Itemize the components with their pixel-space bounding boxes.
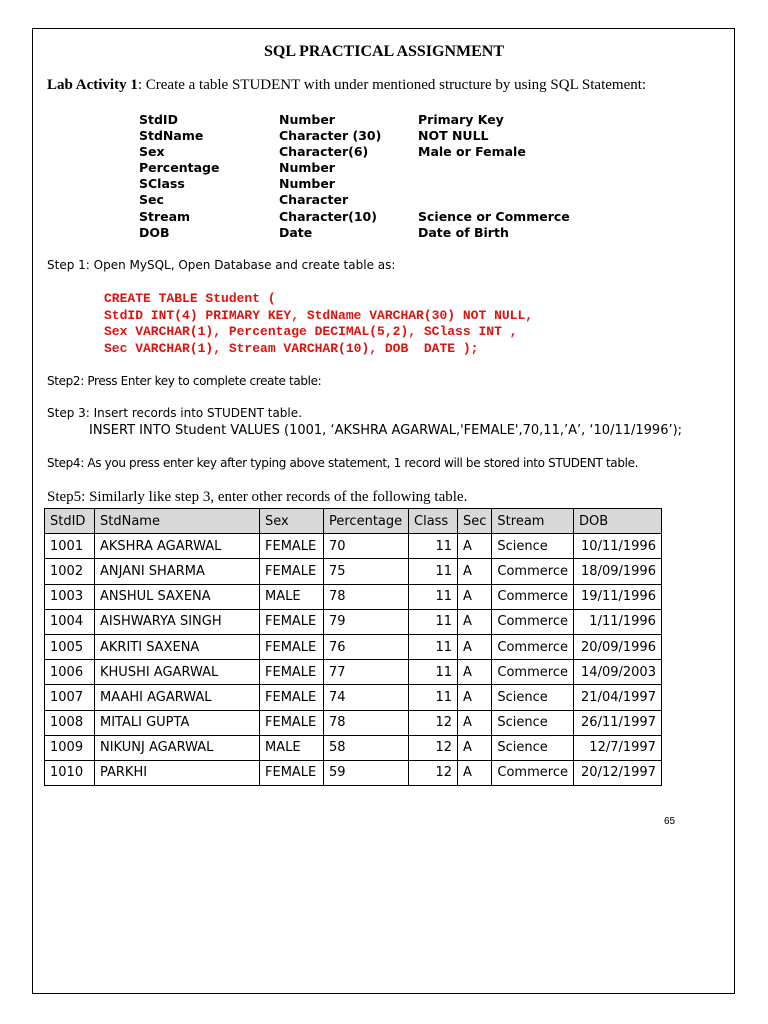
cell-stdid: 1005 [45,634,95,659]
step-1: Step 1: Open MySQL, Open Database and create table as: [47,258,396,272]
cell-sec: A [458,710,492,735]
spec-constraint: Date of Birth [418,225,509,240]
spec-type: Number [279,160,335,175]
cell-percentage: 77 [324,660,409,685]
table-row [45,534,662,559]
header-percentage: Percentage [324,509,409,534]
cell-stdname: NIKUNJ AGARWAL [95,735,260,760]
cell-sec: A [458,609,492,634]
cell-sex: MALE [260,584,324,609]
cell-percentage: 79 [324,609,409,634]
spec-field: Sec [139,192,164,207]
cell-sec: A [458,760,492,785]
lab-activity-label: Lab Activity 1 [47,77,138,93]
cell-stream: Commerce [492,584,574,609]
cell-percentage: 74 [324,685,409,710]
cell-percentage: 58 [324,735,409,760]
cell-stdname: ANSHUL SAXENA [95,584,260,609]
cell-sex: FEMALE [260,685,324,710]
cell-stdname: AKRITI SAXENA [95,634,260,659]
cell-stdid: 1001 [45,534,95,559]
cell-sex: FEMALE [260,634,324,659]
cell-sex: FEMALE [260,559,324,584]
spec-type: Character(6) [279,144,369,159]
cell-sec: A [458,534,492,559]
cell-stdname: MITALI GUPTA [95,710,260,735]
spec-type: Number [279,112,335,127]
cell-dob: 26/11/1997 [573,710,661,735]
spec-field: Stream [139,209,191,224]
cell-sec: A [458,559,492,584]
cell-dob: 20/12/1997 [573,760,661,785]
table-row [45,584,662,609]
cell-stdname: MAAHI AGARWAL [95,685,260,710]
spec-field: DOB [139,225,170,240]
table-header-row [45,509,662,534]
cell-stream: Science [492,685,574,710]
step-5: Step5: Similarly like step 3, enter other records of the following table. [47,489,468,505]
cell-class: 11 [409,609,458,634]
cell-sex: FEMALE [260,609,324,634]
cell-stream: Commerce [492,609,574,634]
cell-sec: A [458,685,492,710]
code-line: StdID INT(4) PRIMARY KEY, StdName VARCHAR(30) NOT NULL, [104,307,534,323]
cell-dob: 1/11/1996 [573,609,661,634]
cell-percentage: 78 [324,710,409,735]
code-line: CREATE TABLE Student ( [104,291,276,306]
cell-stream: Commerce [492,660,574,685]
cell-sec: A [458,735,492,760]
page-title: SQL PRACTICAL ASSIGNMENT [263,43,505,60]
table-row [45,685,662,710]
cell-stdid: 1010 [45,760,95,785]
header-sex: Sex [260,509,324,534]
cell-stdid: 1007 [45,685,95,710]
spec-constraint: NOT NULL [418,128,489,143]
cell-percentage: 59 [324,760,409,785]
spec-type: Character (30) [279,128,382,143]
cell-dob: 19/11/1996 [573,584,661,609]
cell-stdid: 1009 [45,735,95,760]
cell-percentage: 70 [324,534,409,559]
cell-sec: A [458,660,492,685]
step-3: Step 3: Insert records into STUDENT table. [47,406,302,420]
cell-sex: FEMALE [260,660,324,685]
cell-class: 11 [409,534,458,559]
code-line: Sex VARCHAR(1), Percentage DECIMAL(5,2), SClass INT , [104,324,518,340]
step-2: Step2: Press Enter key to complete create table: [47,374,322,388]
cell-class: 12 [409,735,458,760]
student-records-table [44,508,662,786]
cell-stream: Science [492,710,574,735]
cell-dob: 14/09/2003 [573,660,661,685]
table-row [45,660,662,685]
create-table-code [104,291,533,358]
cell-percentage: 76 [324,634,409,659]
cell-stream: Commerce [492,559,574,584]
header-dob: DOB [573,509,661,534]
cell-dob: 18/09/1996 [573,559,661,584]
cell-percentage: 78 [324,584,409,609]
cell-stream: Commerce [492,760,574,785]
cell-class: 11 [409,559,458,584]
cell-stream: Commerce [492,634,574,659]
spec-constraint: Male or Female [418,144,526,159]
cell-stdid: 1004 [45,609,95,634]
cell-stdname: AISHWARYA SINGH [95,609,260,634]
cell-sex: FEMALE [260,760,324,785]
lab-activity-description: : Create a table STUDENT with under mentioned structure by using SQL Statement: [137,77,647,93]
table-row [45,559,662,584]
cell-sex: FEMALE [260,710,324,735]
cell-sec: A [458,584,492,609]
spec-field: SClass [139,176,185,191]
cell-class: 11 [409,584,458,609]
header-stdname: StdName [95,509,260,534]
cell-dob: 21/04/1997 [573,685,661,710]
cell-sex: FEMALE [260,534,324,559]
cell-class: 12 [409,760,458,785]
code-line: Sec VARCHAR(1), Stream VARCHAR(10), DOB DATE ); [104,341,479,357]
cell-stdid: 1003 [45,584,95,609]
table-row [45,710,662,735]
lab-activity-text [47,77,667,94]
spec-field: Percentage [139,160,220,175]
cell-stdname: KHUSHI AGARWAL [95,660,260,685]
cell-stdname: ANJANI SHARMA [95,559,260,584]
spec-constraint: Science or Commerce [418,209,570,224]
spec-field: StdID [139,112,178,127]
cell-stdname: AKSHRA AGARWAL [95,534,260,559]
cell-class: 11 [409,634,458,659]
cell-class: 12 [409,710,458,735]
cell-stream: Science [492,534,574,559]
cell-dob: 12/7/1997 [573,735,661,760]
cell-class: 11 [409,660,458,685]
cell-sec: A [458,634,492,659]
spec-field: Sex [139,144,165,159]
table-row [45,609,662,634]
cell-percentage: 75 [324,559,409,584]
spec-type: Number [279,176,335,191]
cell-dob: 10/11/1996 [573,534,661,559]
cell-sex: MALE [260,735,324,760]
cell-stdid: 1008 [45,710,95,735]
table-row [45,634,662,659]
cell-dob: 20/09/1996 [573,634,661,659]
cell-stdid: 1006 [45,660,95,685]
page-number: 65 [664,816,676,827]
cell-class: 11 [409,685,458,710]
spec-field: StdName [139,128,204,143]
header-class: Class [409,509,458,534]
table-row [45,760,662,785]
step-4: Step4: As you press enter key after typing above statement, 1 record will be stored into STUDENT table. [47,456,639,470]
header-stdid: StdID [45,509,95,534]
cell-stdname: PARKHI [95,760,260,785]
header-stream: Stream [492,509,574,534]
spec-type: Date [279,225,313,240]
insert-statement: INSERT INTO Student VALUES (1001, ‘AKSHRA AGARWAL,'FEMALE',70,11,’A’, ‘10/11/1996’); [89,423,683,438]
header-sec: Sec [458,509,492,534]
cell-stream: Science [492,735,574,760]
spec-constraint: Primary Key [418,112,504,127]
cell-stdid: 1002 [45,559,95,584]
table-row [45,735,662,760]
spec-type: Character [279,192,349,207]
spec-type: Character(10) [279,209,377,224]
